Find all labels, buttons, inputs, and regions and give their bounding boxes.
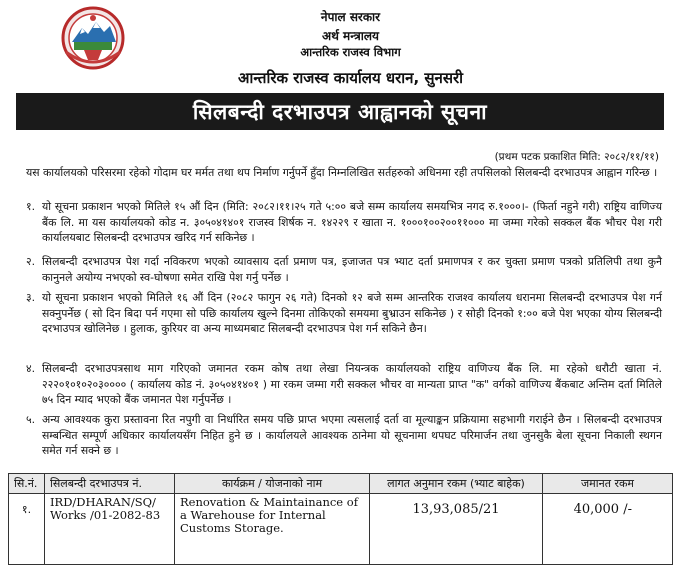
notice-title-banner xyxy=(16,93,664,130)
department-name: आन्तरिक राजस्व विभाग xyxy=(300,45,401,59)
cell-security: 40,000 /- xyxy=(543,494,673,565)
item-number: १. xyxy=(26,200,36,213)
col-header-sn: सि.नं. xyxy=(9,474,45,494)
cell-program: Renovation & Maintainance of a Warehouse for Internal Customs Storage. xyxy=(175,494,370,565)
publication-date: (प्रथम पटक प्रकाशित मिति: २०८२/११/११) xyxy=(494,151,659,163)
condition-item-2 xyxy=(26,254,662,285)
col-header-security: जमानत रकम xyxy=(543,474,673,494)
item-number: ५. xyxy=(26,413,36,426)
item-number: ३. xyxy=(26,291,36,304)
item-text: सिलबन्दी दरभाउपत्र पेश गर्दा नविकरण भएको व्यावसाय दर्ता प्रमाण पत्र, इजाजत पत्र भ्याट दर्ता प्रमाणपत्र र कर चुक्ता प्रमाण पत्रको प्रतिलिपी तथा कुनै कानुनले अयोग्य नभएको स्व-घोषणा समेत राखि पेश गर्नु पर्नेछ । xyxy=(42,255,662,284)
table-row xyxy=(9,494,673,565)
condition-item-3 xyxy=(26,290,662,337)
cell-sn: १. xyxy=(9,494,45,565)
ministry-name: अर्थ मन्त्रालय xyxy=(322,29,379,43)
condition-item-5 xyxy=(26,412,662,459)
item-number: ४. xyxy=(26,362,36,375)
table-header-row xyxy=(9,474,673,494)
condition-item-1 xyxy=(26,199,662,246)
item-number: २. xyxy=(26,255,36,268)
condition-item-4 xyxy=(26,361,662,408)
item-text: यो सूचना प्रकाशन भएको मितिले १५ औं दिन (मिति: २०८२।११।२५ गते ५:०० बजे सम्म कार्यालय समयभित्र नगद रु.१०००।- (फिर्ता नहुने गरी) राष्ट्रिय वाणिज्य बैंक लि. मा यस कार्यालयको कोड न. ३०५०४१४०१ राजस्व शिर्षक न. १४२२९ र खाता न. १०००१००२००११००० मा जम्मा गरेको सक्कल बैंक भौचर पेश गरी कार्यालयबाट सिलबन्दी दरभाउपत्र खरिद गर्न सकिनेछ । xyxy=(42,200,662,244)
intro-paragraph: यस कार्यालयको परिसरमा रहेको गोदाम घर मर्मत तथा थप निर्माण गर्नुपर्ने हुँदा निम्नलिखित सर्तहरुको अधिनमा रही तपसिलको सिलबन्दी दरभाउपत्र आह्वान गरिन्छ । xyxy=(26,166,658,179)
cell-estimate: 13,93,085/21 xyxy=(370,494,543,565)
item-text: अन्य आवश्यक कुरा प्रस्तावना रित नपुगी वा निर्धारित समय पछि प्राप्त भएमा त्यसलाई दर्ता वा मूल्याङ्कन प्रक्रियामा सहभागी गराईने छैन । सिलबन्दी दरभाउपत्र सम्बन्धित सम्पूर्ण अधिकार कार्यालयसँग निहित हुने छ । कार्यालयले आवश्यक ठानेमा यो सूचनामा थपघट परिमार्जन तथा जुनसुकै बेला सूचना निकाली स्थगन समेत गर्न सक्ने छ । xyxy=(42,413,662,457)
office-name: आन्तरिक राजस्व कार्यालय धरान, सुनसरी xyxy=(237,69,463,87)
bid-table xyxy=(8,473,673,565)
col-header-estimate: लागत अनुमान रकम (भ्याट बाहेक) xyxy=(370,474,543,494)
item-text: यो सूचना प्रकाशन भएको मितिले १६ औं दिन (२०८२ फागुन २६ गते) दिनको १२ बजे सम्म आन्तरिक राजश्व कार्यालय धरानमा सिलबन्दी दरभाउपत्र पेश गर्न सक्नुपर्नेछ ( सो दिन बिदा पर्न गएमा सो पछि कार्यालय खुल्ने दिनमा तोकिएको समयमा बुभ्राउन सकिनेछ ) र सोही दिनको १:०० बजे पेश भएका योग्य सिलबन्दी दरभाउपत्र खोलिनेछ । हुलाक, कुरियर वा अन्य माध्यमबाट सिलबन्दी दरभाउपत्र पेश गर्न सकिने छैन। xyxy=(42,291,662,335)
item-text: सिलबन्दी दरभाउपत्रसाथ माग गरिएको जमानत रकम कोष तथा लेखा नियन्त्रक कार्यालयको राष्ट्रिय वाणिज्य बैंक लि. मा रहेको धरौटी खाता नं. २२२०१०१०२०३०००० ( कार्यालय कोड नं. ३०५०४१४०१ ) मा रकम जम्मा गरी सक्कल भौचर वा मान्यता प्राप्त "क" वर्गको वाणिज्य बैंकबाट अन्तिम दर्ता मितिले ७५ दिन म्याद भएको बैंक जमानत पेश गर्नुपर्नेछ । xyxy=(42,362,662,406)
cell-bid-no: IRD/DHARAN/SQ/ Works /01-2082-83 xyxy=(45,494,175,565)
col-header-program: कार्यक्रम / योजनाको नाम xyxy=(175,474,370,494)
government-name: नेपाल सरकार xyxy=(320,10,381,24)
notice-title: सिलबन्दी दरभाउपत्र आह्वानको सूचना xyxy=(192,99,488,124)
col-header-bid-no: सिलबन्दी दरभाउपत्र नं. xyxy=(45,474,175,494)
